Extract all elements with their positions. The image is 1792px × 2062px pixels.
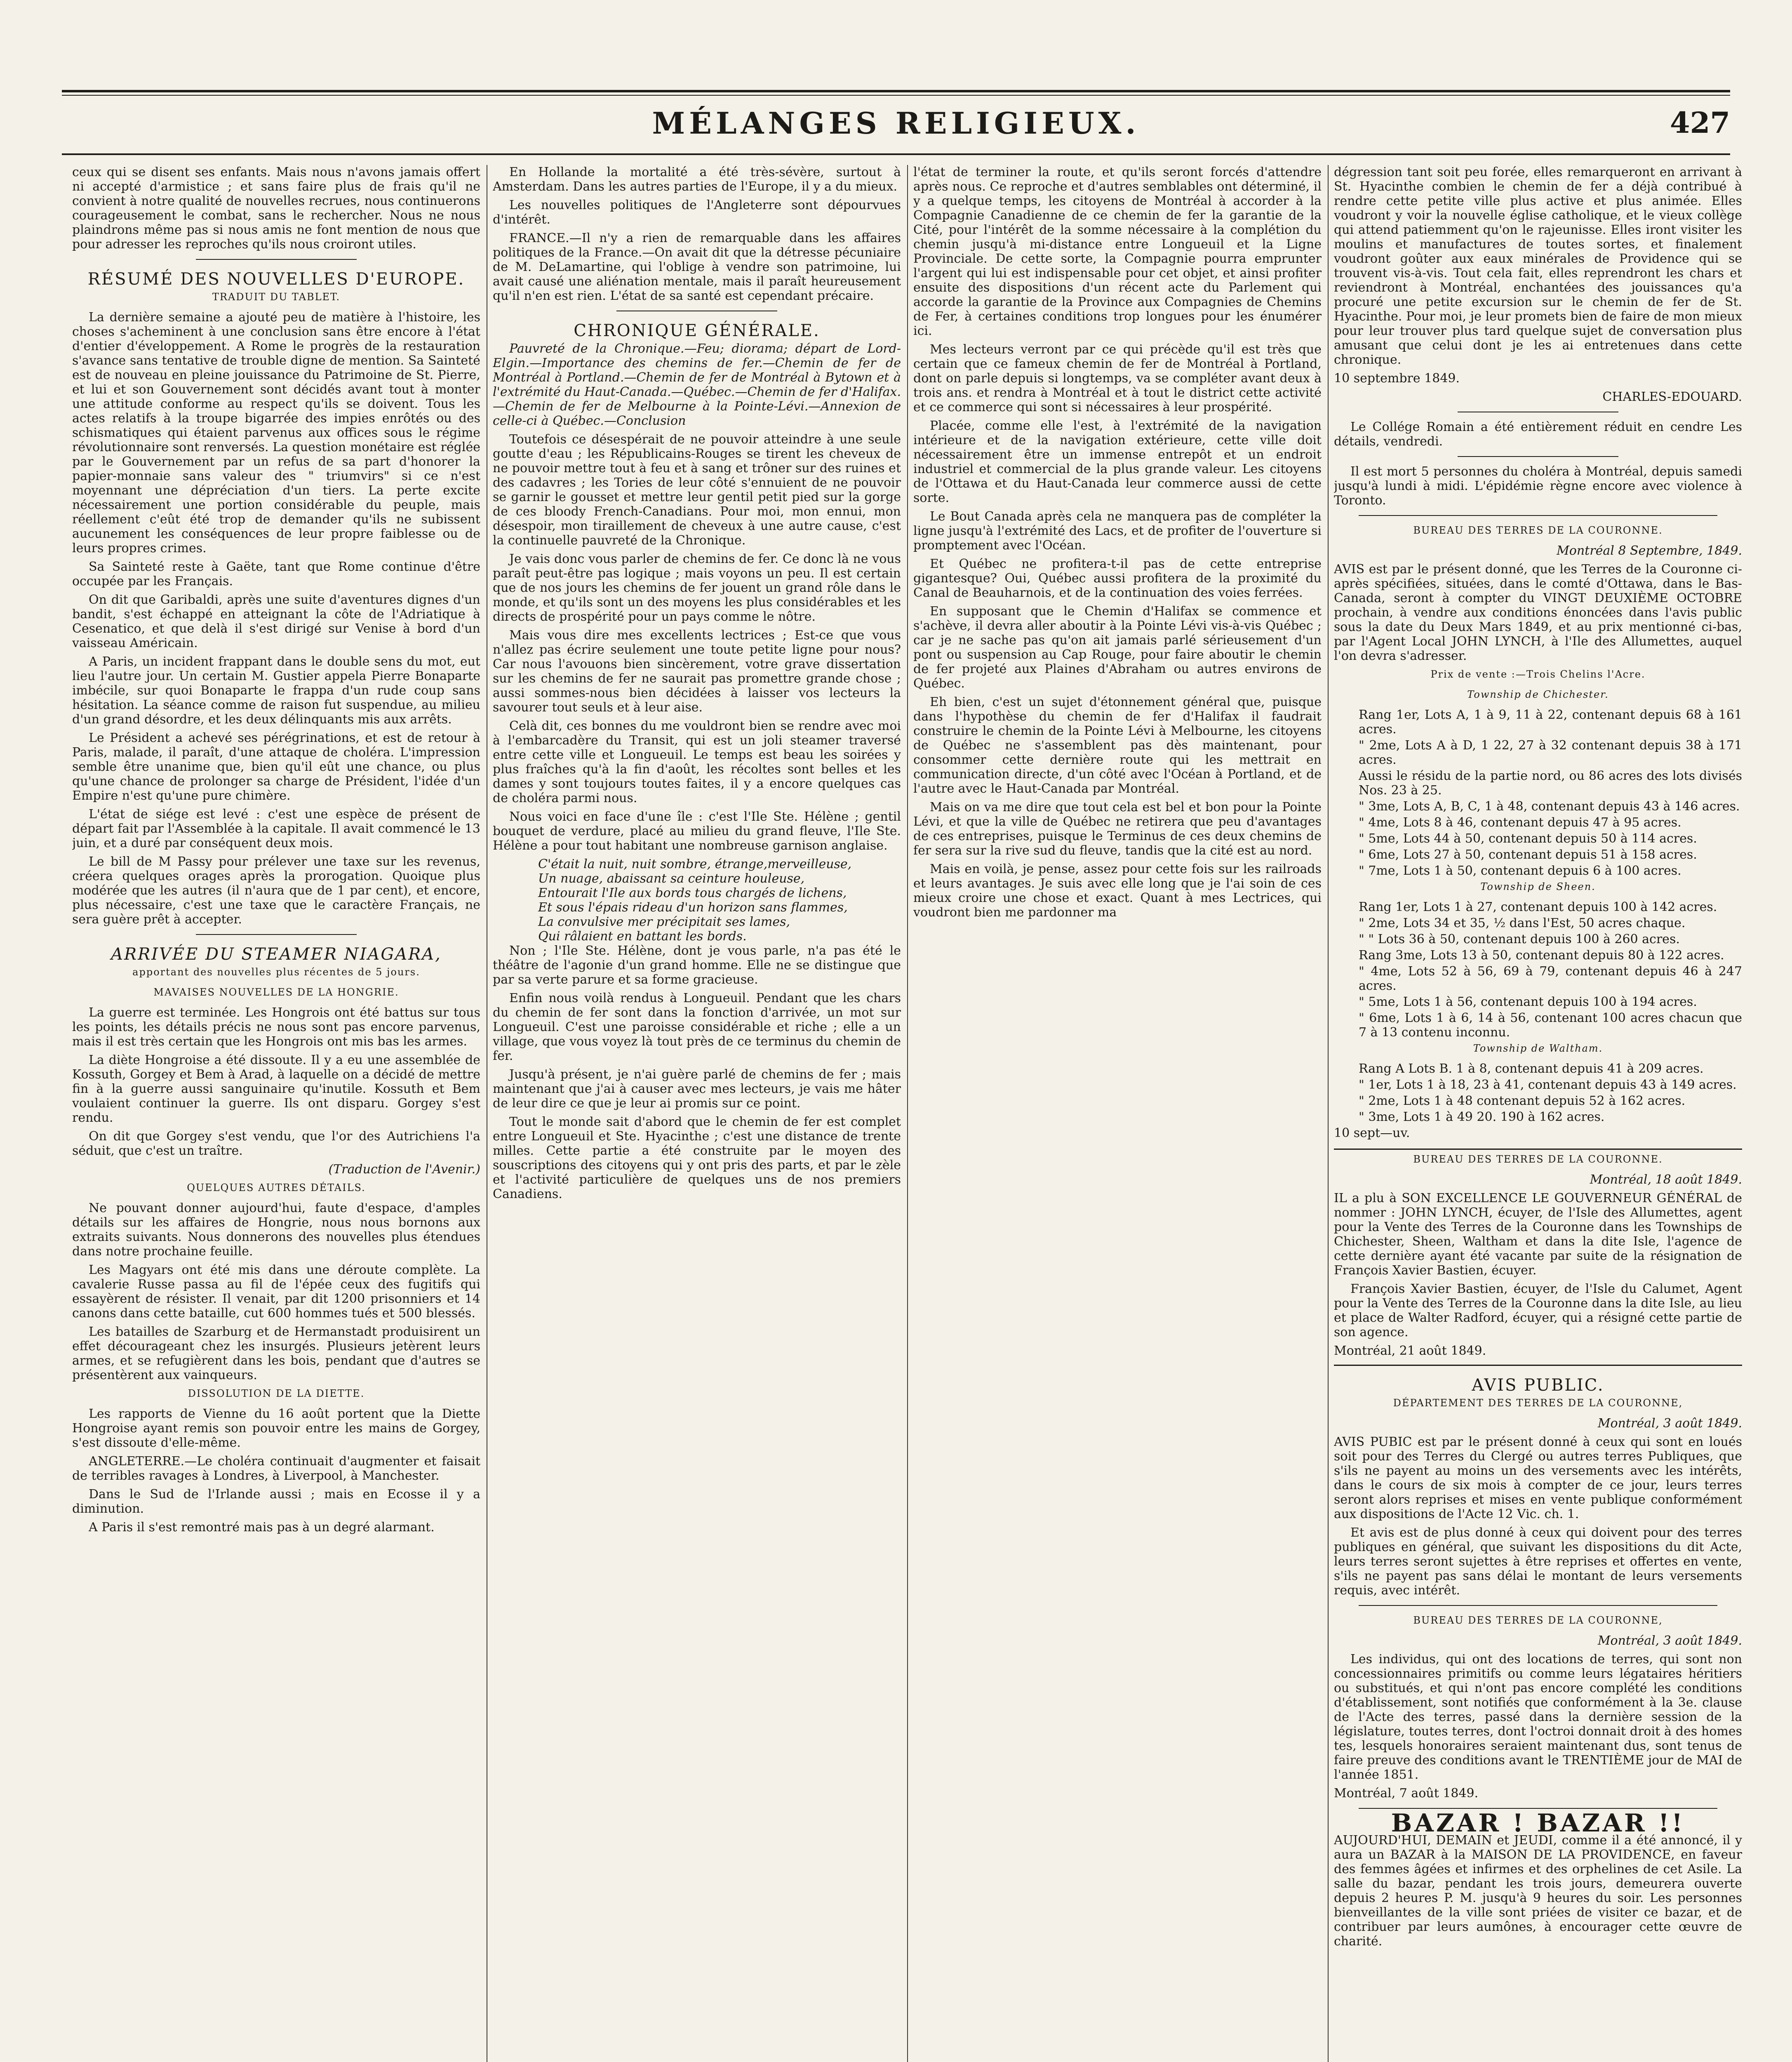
paragraph: Les Magyars ont été mis dans une déroute complète. La cavalerie Russe passa au fil de l'épée ceux des fugitifs qui essayèrent de résister. Il venait, par dit 1200 prisonniers et 14 canons dans cette bataille, cut 600 hommes tués et 500 blessés.: [72, 1263, 480, 1321]
notice-body: François Xavier Bastien, écuyer, de l'Isle du Calumet, Agent pour la Vente des Terres de la Couronne dans la dite Isle, au lieu et place de Walter Radford, écuyer, qui a résigné cette partie de son agence.: [1334, 1282, 1742, 1339]
paragraph: Eh bien, c'est un sujet d'étonnement général que, puisque dans l'hypothèse du chemin de fer d'Halifax il faudrait construire le chemin de la Pointe Lévi à Melbourne, les citoyens de Québec ne s'assemblent pas dès maintenant, pour consommer cette dernière route qui les mettrait en communication directe, d'un côté avec l'Océan à Portland, et de l'autre avec le Haut-Canada par Montréal.: [913, 695, 1322, 796]
township-heading: Township de Sheen.: [1480, 881, 1596, 892]
bazar-body: AUJOURD'HUI, DEMAIN et JEUDI, comme il a été annoncé, il y aura un BAZAR à la MAISON DE LA PROVIDENCE, en faveur des femmes âgées et infirmes et des orphelines de cet Asile. La salle du bazar, pendant les trois jours, demeurera ouverte depuis 2 heures P. M. jusqu'à 9 heures du soir. Les personnes bienveillantes de la ville sont priées de visiter ce bazar, et de contribuer par leurs aumônes, à encourager cette œuvre de charité.: [1334, 1833, 1742, 1949]
signature: CHARLES-EDOUARD.: [1602, 390, 1742, 404]
paragraph: Le Bout Canada après cela ne manquera pas de compléter la ligne jusqu'à l'extrémité des Lacs, et de profiter de l'ouverture si promptement avec l'Océan.: [913, 509, 1322, 553]
paragraph: La guerre est terminée. Les Hongrois ont été battus sur tous les points, les détails précis ne nous sont pas encore parvenus, mais il est très certain que les Hongrois ont mis bas les armes.: [72, 1005, 480, 1049]
verse-line: Et sous l'épais rideau d'un horizon sans flammes,: [538, 900, 848, 915]
paragraph: Jusqu'à présent, je n'ai guère parlé de chemins de fer ; mais maintenant que j'ai à causer avec mes lecteurs, je vais me hâter de leur dire ce que je leur ai promis sur ce point.: [493, 1067, 901, 1111]
paragraph: La dernière semaine a ajouté peu de matière à l'histoire, les choses s'acheminent à une conclusion sans être encore à l'état d'entier d'éveloppement. A Rome le progrès de la restauration s'avance sans tentative de trouble digne de mention. Sa Sainteté est de nouveau en pleine jouissance du Patrimoine de St. Pierre, et lui et son Gouvernement sont décidés avant tout à monter une attitude conforme au respect qu'ils se doivent. Tous les actes relatifs à la troupe bigarrée des impies enrôtés ou des schismatiques qui étaient parvenus aux offices sous le régime révolutionnaire sont renversés. La question monétaire est réglée par le Gouvernement par un refus de sa part d'honorer la papier-monnaie sans valeur des " triumvirs" si ce n'est moyennant une dépréciation d'un tiers. La perte excite nécessairement une portion considérable du peuple, mais réellement c'eût été trop de demander qu'ils ne subissent aucunement les conséquences de leur propre faiblesse ou de leurs propres crimes.: [72, 310, 480, 556]
paragraph: Il est mort 5 personnes du choléra à Montréal, depuis samedi jusqu'à lundi à midi. L'épidémie règne encore avec violence à Toronto.: [1334, 464, 1742, 508]
township-heading: Township de Chichester.: [1467, 689, 1609, 700]
lot-line: Rang 1er, Lots A, 1 à 9, 11 à 22, contenant depuis 68 à 161 acres.: [1359, 708, 1742, 737]
paragraph: dégression tant soit peu forée, elles remarqueront en arrivant à St. Hyacinthe combien le chemin de fer a déjà contribué à rendre cette petite ville plus active et plus animée. Elles voudront y voir la nouvelle église catholique, et le vieux collège qui attend patiemment qu'on le rajeunisse. Elles iront visiter les moulins et manufactures de toutes sortes, et finalement voudront goûter aux eaux minérales de Providence qui se trouvent vis-à-vis. Tout cela fait, elles reprendront les chars et reviendront à Montréal, enchantées des jouissances qu'a procuré une petite excursion sur le chemin de fer de St. Hyacinthe. Pour moi, je leur promets bien de faire de mon mieux pour leur trouver plus tard quelque sujet de conversation plus amusant que celui dont je les ai entretenues dans cette chronique.: [1334, 165, 1742, 367]
lot-line: " 2me, Lots 34 et 35, ½ dans l'Est, 50 acres chaque.: [1359, 916, 1686, 930]
paragraph: Je vais donc vous parler de chemins de fer. Ce donc là ne vous paraît peut-être pas logique ; mais voyons un peu. Il est certain que de nos jours les chemins de fer jouent un grand rôle dans le monde, et qu'ils sont un des moyens les plus considérables et les directs de prospérité pour un pays comme le nôtre.: [493, 552, 901, 624]
bazar-heading: BAZAR ! BAZAR !!: [1391, 1809, 1685, 1838]
notice-date: Montréal, 3 août 1849.: [1597, 1634, 1742, 1648]
page-title: MÉLANGES RELIGIEUX.: [652, 106, 1140, 141]
lot-line: " 7me, Lots 1 à 50, contenant depuis 6 à 100 acres.: [1359, 864, 1681, 878]
notice-date: Montréal 8 Septembre, 1849.: [1557, 544, 1742, 558]
divider: [196, 259, 357, 260]
notice-body: AVIS est par le présent donné, que les Terres de la Couronne ci-après spécifiées, situées, dans le comté d'Ottawa, dans le Bas-Canada, seront à compter du VINGT DEUXIÈME OCTOBRE prochain, à vendre aux conditions énoncées dans l'avis public sous la date du Deux Mars 1849, et au prix mentionné ci-bas, par l'Agent Local JOHN LYNCH, à l'Ile des Allumettes, auquel l'on devra s'adresser.: [1334, 562, 1742, 663]
divider: [1359, 515, 1717, 516]
lot-line: " 5me, Lots 1 à 56, contenant depuis 100 à 194 acres.: [1359, 995, 1697, 1009]
paragraph: Nous voici en face d'une île : c'est l'Ile Ste. Hélène ; gentil bouquet de verdure, placé au milieu du grand fleuve, l'Ile Ste. Hélène a pour tout habitant une nombreuse garnison anglaise.: [493, 810, 901, 853]
masthead-rule: [62, 153, 1730, 155]
notice-end: Montréal, 21 août 1849.: [1334, 1344, 1486, 1358]
paragraph: A Paris il s'est remontré mais pas à un degré alarmant.: [89, 1520, 435, 1535]
paragraph: La diète Hongroise a été dissoute. Il y a eu une assemblée de Kossuth, Gorgey et Bem à Arad, à laquelle on a décidé de mettre fin à la guerre aussi sanguinaire qu'inutile. Kossuth et Bem voulaient continuer la guerre. Ils ont disparu. Gorgey s'est rendu.: [72, 1053, 480, 1125]
notice-body: AVIS PUBIC est par le présent donné à ceux qui sont en loués soit pour des Terres du Clergé ou autres terres Publiques, que s'ils ne payent au moins un des versements avec les intérêts, dans le cours de six mois à compter de ce jour, leurs terres seront alors reprises et mises en vente publique conformément aux dispositions de l'Acte 12 Vic. ch. 1.: [1334, 1435, 1742, 1521]
section-heading-resume: RÉSUMÉ DES NOUVELLES D'EUROPE.: [87, 270, 465, 289]
notice-price: Prix de vente :—Trois Chelins l'Acre.: [1430, 669, 1646, 680]
notice-heading-bureau: BUREAU DES TERRES DE LA COURONNE.: [1413, 1153, 1663, 1165]
column-divider: [907, 165, 908, 2062]
lot-line: Rang A Lots B. 1 à 8, contenant depuis 41 à 209 acres.: [1359, 1062, 1704, 1076]
paragraph: Le Président a achevé ses pérégrinations, et est de retour à Paris, malade, il paraît, d'une attaque de choléra. L'impression semble être unanime que, bien qu'il eût une chance, ou plus qu'une chance de prolonger sa charge de Président, l'idée d'un Empire n'est qu'une pure chimère.: [72, 731, 480, 803]
verse-line: Entourait l'Ile aux bords tous chargés de lichens,: [538, 886, 847, 900]
column-4: [1334, 165, 1742, 2062]
lot-line: " 2me, Lots 1 à 48 contenant depuis 52 à 162 acres.: [1359, 1094, 1686, 1108]
divider: [1359, 1605, 1717, 1606]
notice-body: Les individus, qui ont des locations de terres, qui sont non concessionnaires primitifs ou comme leurs légataires héritiers ou substitués, et qui n'ont pas encore complété les conditions d'établissement, sont notifiés que conformément à la 3e. clause de l'Acte des terres, passé dans la dernière session de la législature, toutes terres, dont l'octroi donnait droit à des homes tes, lesquels honoraires seraient maintenant dus, sont tenus de faire preuve des conditions avant le TRENTIÈME jour de MAI de l'année 1851.: [1334, 1652, 1742, 1782]
notice-box: [1334, 1149, 1742, 1366]
lot-line: Rang 3me, Lots 13 à 50, contenant depuis 80 à 122 acres.: [1359, 948, 1724, 963]
section-heading-hongrie: MAVAISES NOUVELLES DE LA HONGRIE.: [153, 986, 399, 998]
paragraph: L'état de siége est levé : c'est une espèce de présent de départ fait par l'Assemblée à la capitale. Il avait commencé le 13 juin, et a duré par conséquent deux mois.: [72, 807, 480, 850]
paragraph: Celà dit, ces bonnes du me vouldront bien se rendre avec moi à l'embarcadère du Transit, qui est un joli steamer traversé entre cette ville et Longueuil. Le temps est beau les soirées y plus fraîches qu'à la fin d'août, les récoltes sont belles et les dames y sont toujours toutes faites, il y a encore quelques cas de choléra parmi nous.: [493, 719, 901, 805]
notice-date: Montréal, 18 août 1849.: [1590, 1172, 1742, 1187]
verse-line: Qui râlaient en battant les bords.: [538, 929, 747, 944]
paragraph: Dans le Sud de l'Irlande aussi ; mais en Ecosse il y a diminution.: [72, 1487, 480, 1516]
lot-line: " 2me, Lots A à D, 1 22, 27 à 32 contenant depuis 38 à 171 acres.: [1359, 738, 1742, 767]
lot-line: Rang 1er, Lots 1 à 27, contenant depuis 100 à 142 acres.: [1359, 900, 1717, 914]
verse-line: Un nuage, abaissant sa ceinture houleuse,: [538, 871, 805, 886]
notice-end: Montréal, 7 août 1849.: [1334, 1786, 1479, 1801]
paragraph: On dit que Gorgey s'est vendu, que l'or des Autrichiens l'a séduit, que c'est un traître.: [72, 1129, 480, 1158]
section-heading-chronique: CHRONIQUE GÉNÉRALE.: [574, 321, 820, 340]
notice-body: Et avis est de plus donné à ceux qui doivent pour des terres publiques en général, que suivant les dispositions du dit Acte, leurs terres seront sujettes à être reprises et offertes en vente, s'ils ne payent pas sans délai le montant de leurs versements requis, avec intérêt.: [1334, 1525, 1742, 1598]
column-divider: [1328, 165, 1329, 2062]
paragraph: En supposant que le Chemin d'Halifax se commence et s'achève, il devra aller aboutir à la Pointe Lévi vis-à-vis Québec ; car je ne sache pas qu'on ait jamais parlé sérieusement d'un pont ou suspension au Cap Rouge, pour faire aboutir le chemin de fer projeté aux Plaines d'Abraham ou autres environs de Québec.: [913, 604, 1322, 691]
paragraph: l'état de terminer la route, et qu'ils seront forcés d'attendre après nous. Ce reproche et d'autres semblables ont déterminé, il y a quelque temps, les citoyens de Montréal à accorder à la Compagnie Canadienne de ce chemin de fer la garantie de la Cité, pour l'intérêt de la somme nécessaire à la complétion du chemin jusqu'à mi-distance entre Longueuil et la Ligne Provinciale. De cette sorte, la Compagnie pourra emprunter l'argent qui lui est indispensable pour cet objet, et ainsi profiter ensuite des dispositions d'un récent acte du Parlement qui accorde la garantie de la Province aux Compagnies de Chemins de Fer, à certaines conditions trop longues pour les énumérer ici.: [913, 165, 1322, 338]
lot-line: " 3me, Lots A, B, C, 1 à 48, contenant depuis 43 à 146 acres.: [1359, 799, 1740, 814]
lot-line: Aussi le résidu de la partie nord, ou 86 acres des lots divisés Nos. 23 à 25.: [1359, 769, 1742, 798]
paragraph: Toutefois ce désespérait de ne pouvoir atteindre à une seule goutte d'eau ; les Républicains-Rouges se tirent les cheveux de ne pouvoir mettre tout à feu et à sang et trôner sur des ruines et des cadavres ; les Tories de leur côté s'ennuient de ne pouvoir se garnir le gousset et mettre leur gentil petit pied sur la gorge de ces bloody French-Canadians. Pour moi, mon ennui, mon désespoir, mon tiraillement de cheveux à une autre cause, c'est la continuelle pauvreté de la Chronique.: [493, 432, 901, 548]
paragraph: Et Québec ne profitera-t-il pas de cette entreprise gigantesque? Oui, Québec aussi profitera de la proximité du Canal de Beauharnois, et de la continuation des voies ferrées.: [913, 557, 1322, 600]
notice-heading-bureau: BUREAU DES TERRES DE LA COURONNE,: [1413, 1615, 1663, 1626]
paragraph: Mais en voilà, je pense, assez pour cette fois sur les railroads et leurs avantages. Je suis avec elle long que je l'ai soin de ces mieux croire une chose et exact. Quant à mes Lectrices, qui voudront bien me pardonner ma: [913, 862, 1322, 920]
paragraph: Les rapports de Vienne du 16 août portent que la Diette Hongroise ayant remis son pouvoir entre les mains de Gorgey, s'est dissoute d'elle-même.: [72, 1407, 480, 1450]
page-number: 427: [1670, 106, 1730, 140]
paragraph: Tout le monde sait d'abord que le chemin de fer est complet entre Longueuil et Ste. Hyacinthe ; c'est une distance de trente milles. Cette partie a été construite par le moyen des souscriptions des citoyens qui y ont pris des parts, et par le zèle et l'activité particulière de quelques uns de nos premiers Canadiens.: [493, 1115, 901, 1201]
lot-line: " " Lots 36 à 50, contenant depuis 100 à 260 acres.: [1359, 932, 1680, 946]
paragraph: Enfin nous voilà rendus à Longueuil. Pendant que les chars du chemin de fer sont dans la fonction d'arrivée, un mot sur Longueuil. C'est une paroisse considérable et riche ; elle a un village, que vous voyez là tout près de ce terminus du chemin de fer.: [493, 991, 901, 1063]
notice-body: IL a plu à SON EXCELLENCE LE GOUVERNEUR GÉNÉRAL de nommer : JOHN LYNCH, écuyer, de l'Isle des Allumettes, agent pour la Vente des Terres de la Couronne dans les Townships de Chichester, Sheen, Waltham et dans la dite Isle, l'agence de cette dernière ayant été vacante par suite de la résignation de François Xavier Bastien, écuyer.: [1334, 1191, 1742, 1278]
section-subtitle: apportant des nouvelles plus récentes de 5 jours.: [132, 966, 420, 978]
paragraph: A Paris, un incident frappant dans le double sens du mot, eut lieu l'autre jour. Un certain M. Gustier appela Pierre Bonaparte imbécile, sur quoi Bonaparte le frappa d'un rude coup sans hésitation. La séance comme de raison fut suspendue, au milieu d'un grand désordre, et les deux délinquants mis aux arrêts.: [72, 654, 480, 727]
paragraph: Mes lecteurs verront par ce qui précède qu'il est très que certain que ce fameux chemin de fer de Montréal à Portland, dont on parle depuis si longtemps, va se compléter avant deux à trois ans. et rendra à Montréal et à tout le district cette activité et ce commerce qui sont si nécessaires à leur prospérité.: [913, 342, 1322, 414]
paragraph: Non ; l'Ile Ste. Hélène, dont je vous parle, n'a pas été le théâtre de l'agonie d'un grand homme. Elle ne se distingue que par sa verte parure et sa forme gracieuse.: [493, 944, 901, 987]
chronique-date: 10 septembre 1849.: [1334, 371, 1460, 386]
paragraph: FRANCE.—Il n'y a rien de remarquable dans les affaires politiques de la France.—On avait dit que la détresse pécuniaire de M. DeLamartine, qui l'oblige à vendre son patrimoine, lui avait causé une aliénation mentale, mais il paraît heureusement qu'il n'en est rien. L'état de sa santé est cependant précaire.: [493, 231, 901, 303]
lot-line: " 4me, Lots 8 à 46, contenant depuis 47 à 95 acres.: [1359, 815, 1681, 830]
section-heading-arrivee: ARRIVÉE DU STEAMER NIAGARA,: [111, 945, 442, 964]
notice-heading-bureau: BUREAU DES TERRES DE LA COURONNE.: [1413, 525, 1663, 536]
paragraph: Sa Sainteté reste à Gaëte, tant que Rome continue d'être occupée par les Français.: [72, 560, 480, 588]
paragraph: Mais on va me dire que tout cela est bel et bon pour la Pointe Lévi, et que la ville de Québec ne retirera que peu d'avantages de ces entreprises, puisque le Terminus de ces deux chemins de fer sera sur la rive sud du fleuve, tandis que la cité est au nord.: [913, 800, 1322, 858]
paragraph: On dit que Garibaldi, après une suite d'aventures dignes d'un bandit, s'est échappé en atteignant la côte de l'Adriatique à Cesenatico, et que delà il s'est dirigé sur Venise à bord d'un vaisseau Américain.: [72, 593, 480, 650]
source-note: (Traduction de l'Avenir.): [328, 1162, 480, 1177]
top-rule: [62, 90, 1730, 96]
notice-heading-avis: AVIS PUBLIC.: [1472, 1376, 1604, 1395]
notice-end: 10 sept—uv.: [1334, 1126, 1410, 1140]
paragraph: En Hollande la mortalité a été très-sévère, surtout à Amsterdam. Dans les autres parties de l'Europe, il y a du mieux.: [493, 165, 901, 194]
lot-line: " 3me, Lots 1 à 49 20. 190 à 162 acres.: [1359, 1110, 1605, 1124]
chronique-summary: Pauvreté de la Chronique.—Feu; diorama; départ de Lord-Elgin.—Importance des chemins de fer.—Chemin de fer de Montréal à Portland.—Chemin de fer de Montréal à Bytown et à l'extrémité du Haut-Canada.—Québec.—Chemin de fer d'Halifax.—Chemin de fer de Melbourne à la Pointe-Lévi.—Annexion de celle-ci à Québec.—Conclusion: [493, 341, 901, 428]
lot-line: " 1er, Lots 1 à 18, 23 à 41, contenant depuis 43 à 149 acres.: [1359, 1078, 1737, 1092]
paragraph: Ne pouvant donner aujourd'hui, faute d'espace, d'amples détails sur les affaires de Hongrie, nous nous bornons aux extraits suivants. Nous donnerons des nouvelles plus étendues dans notre prochaine feuille.: [72, 1201, 480, 1259]
divider: [1458, 456, 1618, 457]
paragraph: Le Collége Romain a été entièrement réduit en cendre Les détails, vendredi.: [1334, 420, 1742, 449]
notice-subheading: DÉPARTEMENT DES TERRES DE LA COURONNE,: [1393, 1397, 1683, 1409]
township-heading: Township de Waltham.: [1473, 1043, 1603, 1054]
paragraph: Placée, comme elle l'est, à l'extrémité de la navigation intérieure et de la navigation extérieure, cette ville doit nécessairement être un immense entrepôt et un endroit industriel et commercial de la plus grande valeur. Les citoyens de l'Ottawa et du Haut-Canada leur commerce aussi de cette sorte.: [913, 419, 1322, 505]
lot-line: " 6me, Lots 1 à 6, 14 à 56, contenant 100 acres chacun que 7 à 13 contenu inconnu.: [1359, 1011, 1742, 1040]
notice-date: Montréal, 3 août 1849.: [1597, 1416, 1742, 1431]
column-1: [72, 165, 480, 2062]
paragraph: Le bill de M Passy pour prélever une taxe sur les revenus, créera quelques orages après la prorogation. Quoique plus modérée que les autres (il n'aura que de 1 par cent), et encore, plus nécessaire, c'est une taxe que le caractère Français, ne sera guère prêt à accepter.: [72, 854, 480, 927]
masthead: [62, 106, 1730, 151]
verse-line: La convulsive mer précipitait ses lames,: [538, 915, 790, 929]
paragraph: ceux qui se disent ses enfants. Mais nous n'avons jamais offert ni accepté d'armistice ; et sans faire plus de frais qu'il ne convient à notre qualité de nouvelles recrues, nous continuerons courageusement le combat, sans le rechercher. Nous ne nous plaindrons même pas si nous amis ne font mention de nous que pour adresser les reproches qu'ils nous croiront utiles.: [72, 165, 480, 252]
column-3: [913, 165, 1322, 2062]
paragraph: ANGLETERRE.—Le choléra continuait d'augmenter et faisait de terribles ravages à Londres, à Liverpool, à Manchester.: [72, 1454, 480, 1483]
lot-line: " 5me, Lots 44 à 50, contenant depuis 50 à 114 acres.: [1359, 831, 1697, 846]
lot-line: " 6me, Lots 27 à 50, contenant depuis 51 à 158 acres.: [1359, 847, 1697, 862]
paragraph: Mais vous dire mes excellents lectrices ; Est-ce que vous n'allez pas écrire seulement une toute petite ligne pour nous? Car nous l'avouons bien sincèrement, votre grave dissertation sur les chemins de fer ne saurait pas promettre grande chose ; aussi sommes-nous bien décidées à laisser vos lecteurs la savourer tout seuls et à leur aise.: [493, 628, 901, 715]
verse-line: C'était la nuit, nuit sombre, étrange,merveilleuse,: [538, 857, 852, 871]
section-heading-diette: DISSOLUTION DE LA DIETTE.: [188, 1388, 365, 1399]
divider: [196, 934, 357, 935]
section-source: TRADUIT DU TABLET.: [212, 291, 341, 303]
lot-line: " 4me, Lots 52 à 56, 69 à 79, contenant depuis 46 à 247 acres.: [1359, 964, 1742, 993]
section-heading-autres: QUELQUES AUTRES DÉTAILS.: [187, 1182, 366, 1193]
column-2: [493, 165, 901, 2062]
paragraph: Les nouvelles politiques de l'Angleterre sont dépourvues d'intérêt.: [493, 198, 901, 227]
paragraph: Les batailles de Szarburg et de Hermanstadt produisirent un effet décourageant chez les insurgés. Plusieurs jetèrent leurs armes, et se refugièrent dans les bois, pendant que d'autres se présentèrent aux vainqueurs.: [72, 1325, 480, 1382]
